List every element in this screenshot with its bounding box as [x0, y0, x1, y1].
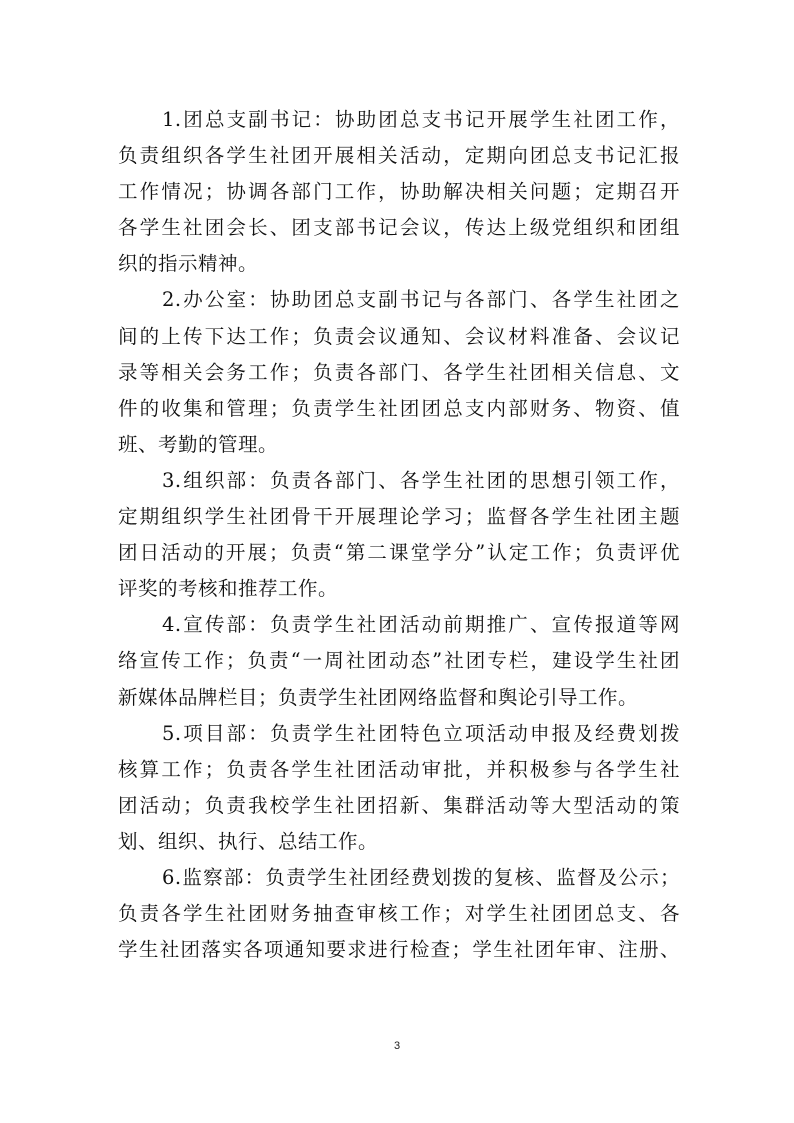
paragraph-1 — [118, 102, 680, 282]
text-line: 划、组织、执行、总结工作。 — [118, 829, 379, 853]
paragraph-5 — [118, 716, 680, 860]
text-line: 工作情况；协调各部门工作，协助解决相关问题；定期召开 — [118, 180, 680, 204]
paragraph-6 — [118, 860, 680, 968]
text-line: 件的收集和管理；负责学生社团团总支内部财务、物资、值 — [118, 396, 680, 420]
text-line: 负责组织各学生社团开展相关活动，定期向团总支书记汇报 — [118, 144, 680, 168]
paragraph-3 — [118, 463, 680, 607]
text-line: 络宣传工作；负责“一周社团动态”社团专栏，建设学生社团 — [118, 649, 680, 673]
text-line: 4.宣传部：负责学生社团活动前期推广、宣传报道等网 — [162, 613, 680, 637]
text-line: 定期组织学生社团骨干开展理论学习；监督各学生社团主题 — [118, 505, 680, 529]
text-line: 核算工作；负责各学生社团活动审批，并积极参与各学生社 — [118, 757, 680, 781]
text-line: 团活动；负责我校学生社团招新、集群活动等大型活动的策 — [118, 793, 680, 817]
text-line: 录等相关会务工作；负责各部门、各学生社团相关信息、文 — [118, 360, 680, 384]
paragraph-4 — [118, 607, 680, 715]
text-line: 班、考勤的管理。 — [118, 432, 279, 456]
text-line: 织的指示精神。 — [118, 252, 259, 276]
text-line: 5.项目部：负责学生社团特色立项活动申报及经费划拨 — [162, 721, 680, 745]
document-body — [118, 102, 680, 968]
text-line: 3.组织部：负责各部门、各学生社团的思想引领工作， — [162, 468, 680, 492]
text-line: 评奖的考核和推荐工作。 — [118, 577, 339, 601]
text-line: 2.办公室：协助团总支副书记与各部门、各学生社团之 — [162, 288, 680, 312]
text-line: 学生社团落实各项通知要求进行检查；学生社团年审、注册、 — [118, 938, 680, 962]
text-line: 负责各学生社团财务抽查审核工作；对学生社团团总支、各 — [118, 902, 680, 926]
text-line: 间的上传下达工作；负责会议通知、会议材料准备、会议记 — [118, 324, 680, 348]
page-number: 3 — [393, 1040, 401, 1052]
text-line: 6.监察部：负责学生社团经费划拨的复核、监督及公示； — [162, 865, 680, 889]
paragraph-2 — [118, 282, 680, 462]
text-line: 各学生社团会长、团支部书记会议，传达上级党组织和团组 — [118, 216, 680, 240]
text-line: 1.团总支副书记：协助团总支书记开展学生社团工作， — [162, 108, 680, 131]
text-line: 新媒体品牌栏目；负责学生社团网络监督和舆论引导工作。 — [118, 685, 639, 709]
text-line: 团日活动的开展；负责“第二课堂学分”认定工作；负责评优 — [118, 541, 680, 565]
